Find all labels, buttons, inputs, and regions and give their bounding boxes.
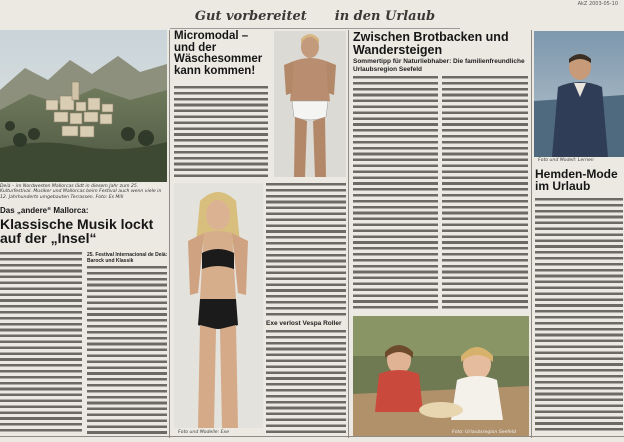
- mallorca-village-photo: [0, 30, 167, 182]
- article-text: [442, 76, 528, 312]
- article-text: [535, 198, 623, 434]
- page-meta: AkZ 2003-05-10: [577, 1, 618, 7]
- column-rule: [348, 30, 349, 438]
- story-kicker: Das „andere“ Mallorca:: [0, 206, 89, 215]
- children-baking-photo: [353, 316, 529, 436]
- banner-right: in den Urlaub: [334, 8, 436, 24]
- underwear-model-photo: [274, 31, 346, 177]
- article-text: [266, 183, 346, 316]
- article-text: [87, 266, 167, 434]
- bottom-rule: [0, 436, 624, 437]
- story-subhead: Exe verlost Vespa Roller: [266, 320, 342, 327]
- lingerie-model-photo: [174, 183, 263, 428]
- photo-credit: Foto und Modell: Lernen: [538, 158, 594, 163]
- story-headline: Zwischen Brotbacken und Wandersteigen: [353, 30, 509, 57]
- column-rule: [531, 30, 532, 438]
- story-headline: Klassische Musik lockt auf der „Insel“: [0, 216, 154, 247]
- article-text: [0, 252, 82, 434]
- photo-credit: Foto: Urlaubsregion Seefeld: [452, 430, 516, 435]
- photo-caption: Deià – im Nordwesten Mallorcas lädt in diesem Jahr zum 25. Kulturfestival. Musiker und Mallorcas beim Festival auch wenn viele in 12. Jahrhunderts umgebauten Terrassen. Foto: Es Mill: [0, 184, 162, 200]
- column-rule: [169, 30, 170, 438]
- story-headline: Micromodal – und der Wäschesommer kann kommen!: [174, 30, 263, 78]
- shirt-model-photo: [534, 31, 624, 157]
- article-text: [266, 330, 346, 434]
- banner-left: Gut vorbereitet: [194, 8, 307, 24]
- photo-credit: Foto und Modelle: Exe: [178, 430, 230, 435]
- section-banner: [170, 4, 460, 29]
- story-headline: Hemden-Mode im Urlaub: [535, 167, 618, 194]
- article-text: [174, 86, 268, 180]
- story-subhead: Sommertipp für Naturliebhaber: Die familienfreundliche Urlaubsregion Seefeld: [353, 58, 525, 73]
- story-subhead: 25. Festival Internacional de Deià: Barock und Klassik: [87, 252, 168, 264]
- article-text: [353, 76, 438, 312]
